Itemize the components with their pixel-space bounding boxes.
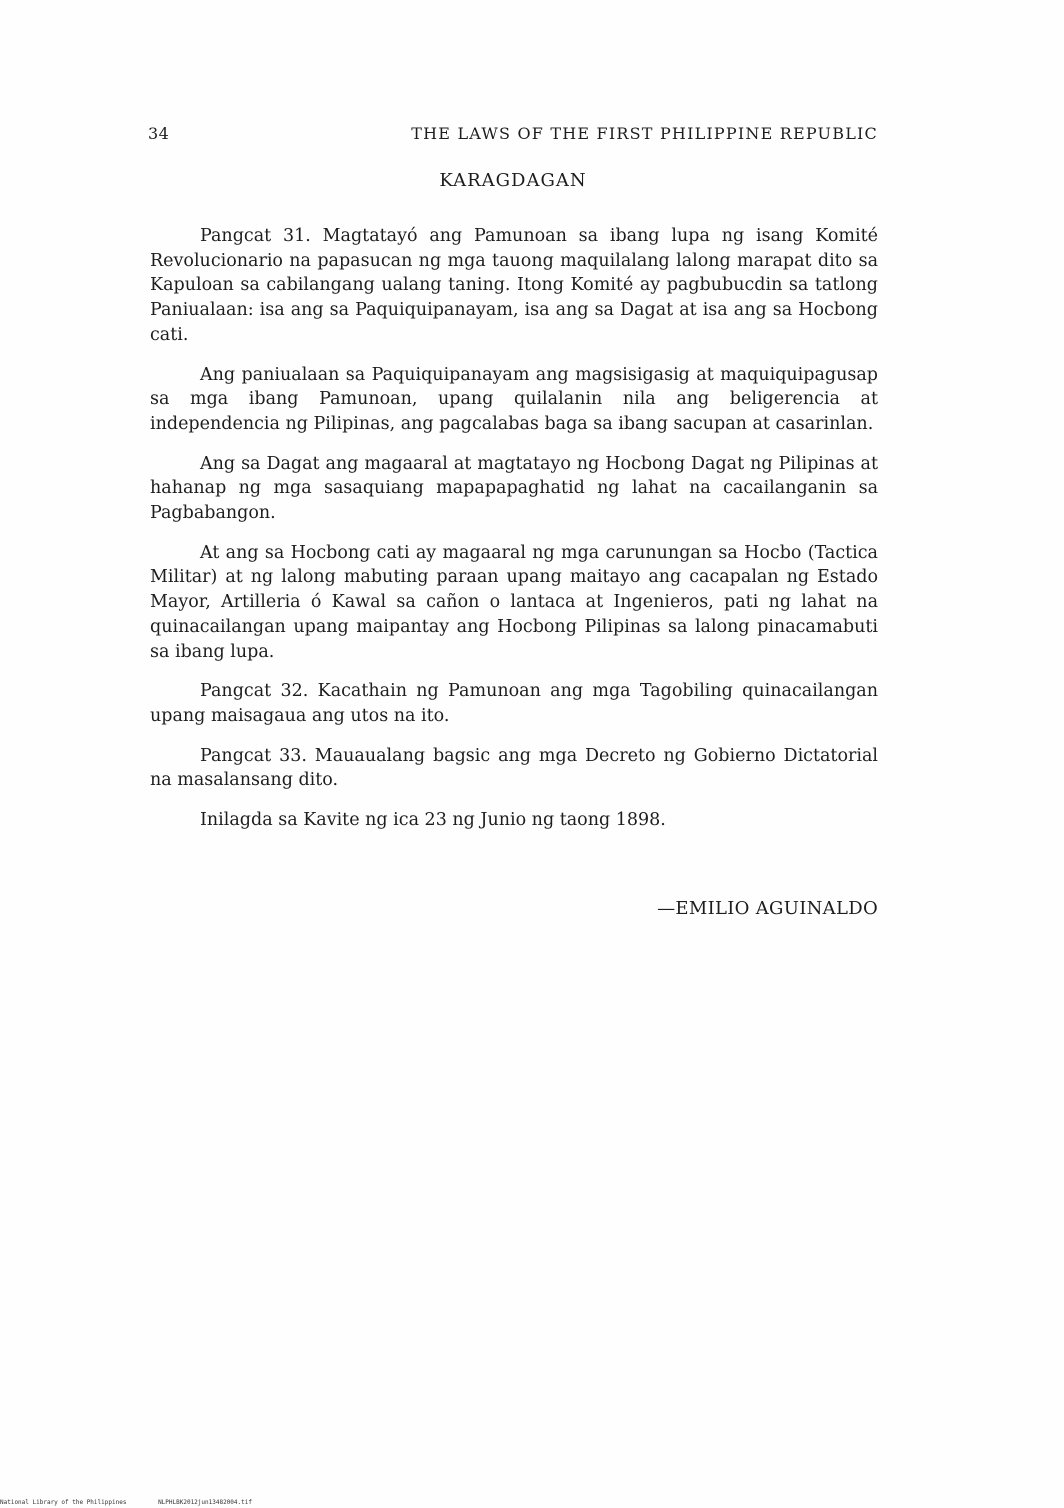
footer-library-name: National Library of the Philippines xyxy=(0,1499,127,1506)
signature: —EMILIO AGUINALDO xyxy=(657,898,878,919)
paragraph-dagat: Ang sa Dagat ang magaaral at magtatayo ng Hocbong Dagat ng Pilipinas at hahanap ng mga sasaquiang mapapapaghatid ng lahat na cacailanganin sa Pagbabangon. xyxy=(150,453,878,524)
book-title: THE LAWS OF THE FIRST PHILIPPINE REPUBLIC xyxy=(411,124,878,143)
scan-footer-stamp xyxy=(0,1499,280,1506)
body-text xyxy=(150,224,878,848)
paragraph-pangcat-32: Pangcat 32. Kacathain ng Pamunoan ang mga Tagobiling quinacailangan upang maisagaua ang utos na ito. xyxy=(150,681,878,726)
paragraph-pangcat-31: Pangcat 31. Magtatayó ang Pamunoan sa ibang lupa ng isang Komité Revolucionario na papasucan ng mga tauong maquilalang lalong marapat dito sa Kapuloan sa cabilangang ualang taning. Itong Komité ay pagbubucdin sa tatlong Paniualaan: isa ang sa Paquiquipanayam, isa ang sa Dagat at isa ang sa Hocbong cati. xyxy=(150,226,878,345)
paragraph-signing-date: Inilagda sa Kavite ng ica 23 ng Junio ng taong 1898. xyxy=(200,810,666,831)
footer-file-id: NLPHLBK2012jun13482004.tif xyxy=(158,1499,252,1506)
paragraph-paquiquipanayam: Ang paniualaan sa Paquiquipanayam ang magsisigasig at maquiquipagusap sa mga ibang Pamunoan, upang quilalanin nila ang beligerencia at independencia ng Pilipinas, ang pagcalabas baga sa ibang sacupan at casarinlan. xyxy=(150,364,878,434)
section-heading: KARAGDAGAN xyxy=(439,170,587,191)
running-head xyxy=(148,122,878,148)
paragraph-hocbong-cati: At ang sa Hocbong cati ay magaaral ng mga carunungan sa Hocbo (Tactica Militar) at ng lalong mabuting paraan upang maitayo ang cacapalan ng Estado Mayor, Artilleria ó Kawal sa cañon o lantaca at Ingenieros, pati ng lahat na quinacailangan upang maipantay ang Hocbong Pilipinas sa lalong pinacamabuti sa ibang lupa. xyxy=(150,542,878,662)
paragraph-pangcat-33: Pangcat 33. Mauaualang bagsic ang mga Decreto ng Gobierno Dictatorial na masalansang dito. xyxy=(150,745,878,791)
page-number: 34 xyxy=(148,124,170,143)
